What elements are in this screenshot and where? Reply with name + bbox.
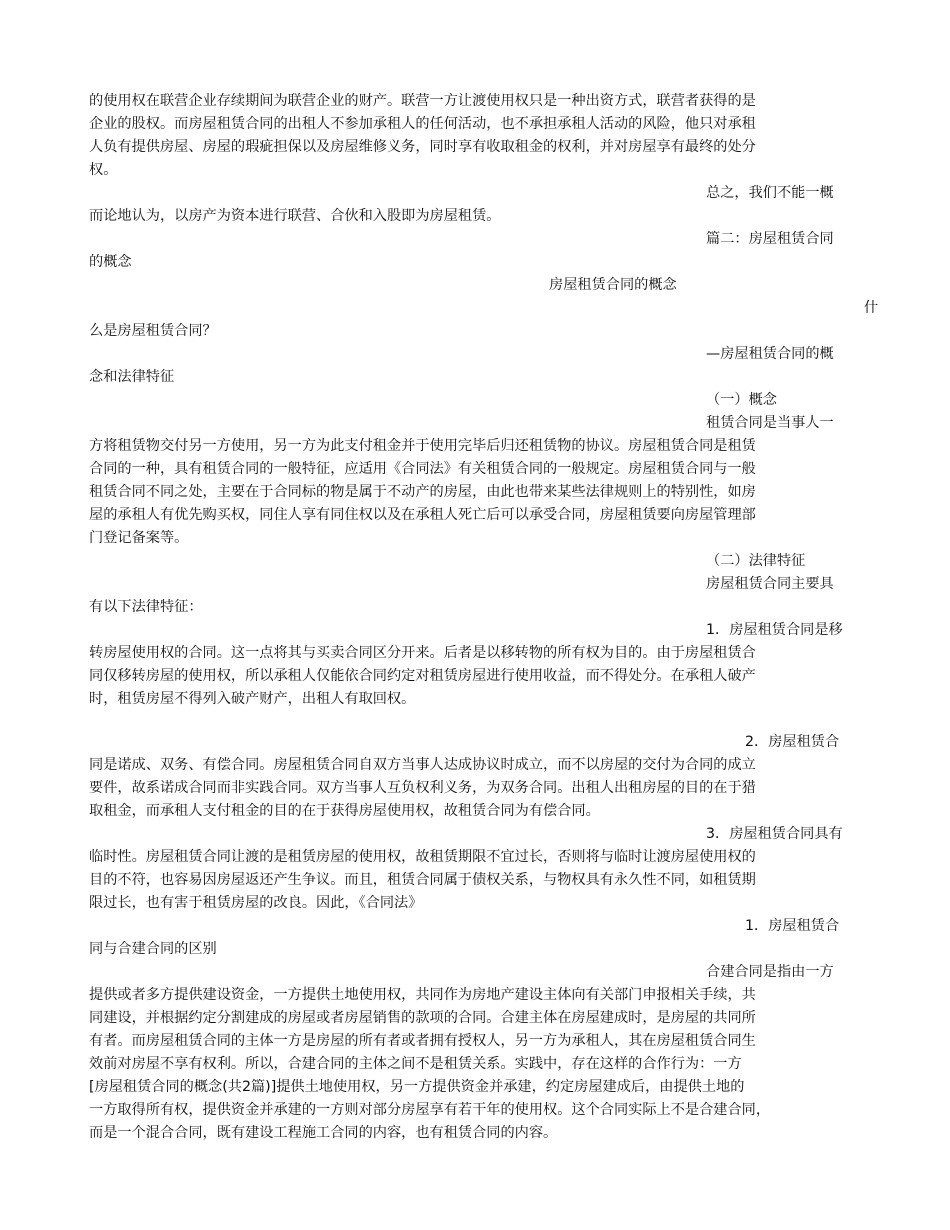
text-line: 门登记备案等。 <box>89 530 189 546</box>
text-line: 房屋租赁合同主要具 <box>706 576 834 592</box>
text-line: 提供或者多方提供建设资金，一方提供土地使用权，共同作为房地产建设主体向有关部门申报相关手续，共 <box>89 987 756 1003</box>
text-line: 同与合建合同的区别 <box>89 941 217 957</box>
text-line: 租赁合同不同之处，主要在于合同标的物是属于不动产的房屋，由此也带来某些法律规则上的特别性，如房 <box>89 484 756 500</box>
text-line: 企业的股权。而房屋租赁合同的出租人不参加承租人的任何活动，也不承担承租人活动的风险，他只对承租 <box>89 116 756 132</box>
text-line: 有以下法律特征： <box>89 599 203 615</box>
text-line: 一方取得所有权，提供资金并承建的一方则对部分房屋享有若干年的使用权。这个合同实际上不是合建合同， <box>89 1102 771 1118</box>
text-line: 取租金，而承租人支付租金的目的在于获得房屋使用权，故租赁合同为有偿合同。 <box>89 803 600 819</box>
text-line: 限过长，也有害于租赁房屋的改良。因此，《合同法》 <box>89 895 423 911</box>
text-line: 屋的承租人有优先购买权，同住人享有同住权以及在承租人死亡后可以承受合同，房屋租赁要向房屋管理部 <box>89 507 756 523</box>
text-line: 3．房屋租赁合同具有 <box>706 826 843 842</box>
text-line: 念和法律特征 <box>89 369 175 385</box>
text-line: 同仅移转房屋的使用权，所以承租人仅能依合同约定对租赁房屋进行使用收益，而不得处分。在承租人破产 <box>89 668 756 684</box>
text-line: 1．房屋租赁合 <box>745 918 840 934</box>
text-line: 同建设，并根据约定分割建成的房屋或者房屋销售的款项的合同。合建主体在房屋建成时，是房屋的共同所 <box>89 1010 756 1026</box>
subsection-heading: （二）法律特征 <box>706 553 806 569</box>
text-line: 目的不符，也容易因房屋返还产生争议。而且，租赁合同属于债权关系，与物权具有永久性不同，如租赁期 <box>89 872 756 888</box>
text-line: 么是房屋租赁合同？ <box>89 323 217 339</box>
text-line: 合同的一种，具有租赁合同的一般特征，应适用《合同法》有关租赁合同的一般规定。房屋租赁合同与一般 <box>89 461 756 477</box>
text-line: 租赁合同是当事人一 <box>706 415 834 431</box>
text-line: 效前对房屋不享有权利。所以，合建合同的主体之间不是租赁关系。实践中，存在这样的合作行为：一方 <box>89 1056 742 1072</box>
text-line: 1．房屋租赁合同是移 <box>706 622 843 638</box>
text-line: 合建合同是指由一方 <box>706 964 834 980</box>
text-line: 转房屋使用权的合同。这一点将其与买卖合同区分开来。后者是以移转物的所有权为目的。由于房屋租赁合 <box>89 645 756 661</box>
text-line: 方将租赁物交付另一方使用，另一方为此支付租金并于使用完毕后归还租赁物的协议。房屋租赁合同是租赁 <box>89 438 756 454</box>
text-line: 权。 <box>89 162 118 178</box>
text-line: [房屋租赁合同的概念(共2篇)]提供土地使用权，另一方提供资金并承建，约定房屋建成后，由提供土地的 <box>89 1079 745 1095</box>
text-line: 2．房屋租赁合 <box>745 734 840 750</box>
text-line: 什 <box>864 300 879 316</box>
text-line: 的使用权在联营企业存续期间为联营企业的财产。联营一方让渡使用权只是一种出资方式，联营者获得的是 <box>89 93 756 109</box>
text-line: —房屋租赁合同的概 <box>706 346 834 362</box>
text-line: 要件，故系诺成合同而非实践合同。双方当事人互负权利义务，为双务合同。出租人出租房屋的目的在于猎 <box>89 780 756 796</box>
text-line: 而论地认为，以房产为资本进行联营、合伙和入股即为房屋租赁。 <box>89 208 501 224</box>
text-line: 人负有提供房屋、房屋的瑕疵担保以及房屋维修义务，同时享有收取租金的权利，并对房屋享有最终的处分 <box>89 139 756 155</box>
text-line: 临时性。房屋租赁合同让渡的是租赁房屋的使用权，故租赁期限不宜过长，否则将与临时让渡房屋使用权的 <box>89 849 756 865</box>
section-heading-cont: 的概念 <box>89 254 132 270</box>
text-line: 有者。而房屋租赁合同的主体一方是房屋的所有者或者拥有授权人，另一方为承租人，其在房屋租赁合同生 <box>89 1033 756 1049</box>
text-line: 总之，我们不能一概 <box>706 185 834 201</box>
subsection-heading: （一）概念 <box>706 392 777 408</box>
text-line: 而是一个混合合同，既有建设工程施工合同的内容，也有租赁合同的内容。 <box>89 1125 558 1141</box>
section-heading: 篇二：房屋租赁合同 <box>706 231 834 247</box>
text-line: 同是诺成、双务、有偿合同。房屋租赁合同自双方当事人达成协议时成立，而不以房屋的交付为合同的成立 <box>89 757 756 773</box>
centered-title: 房屋租赁合同的概念 <box>549 277 677 293</box>
text-line: 时，租赁房屋不得列入破产财产，出租人有取回权。 <box>89 691 416 707</box>
